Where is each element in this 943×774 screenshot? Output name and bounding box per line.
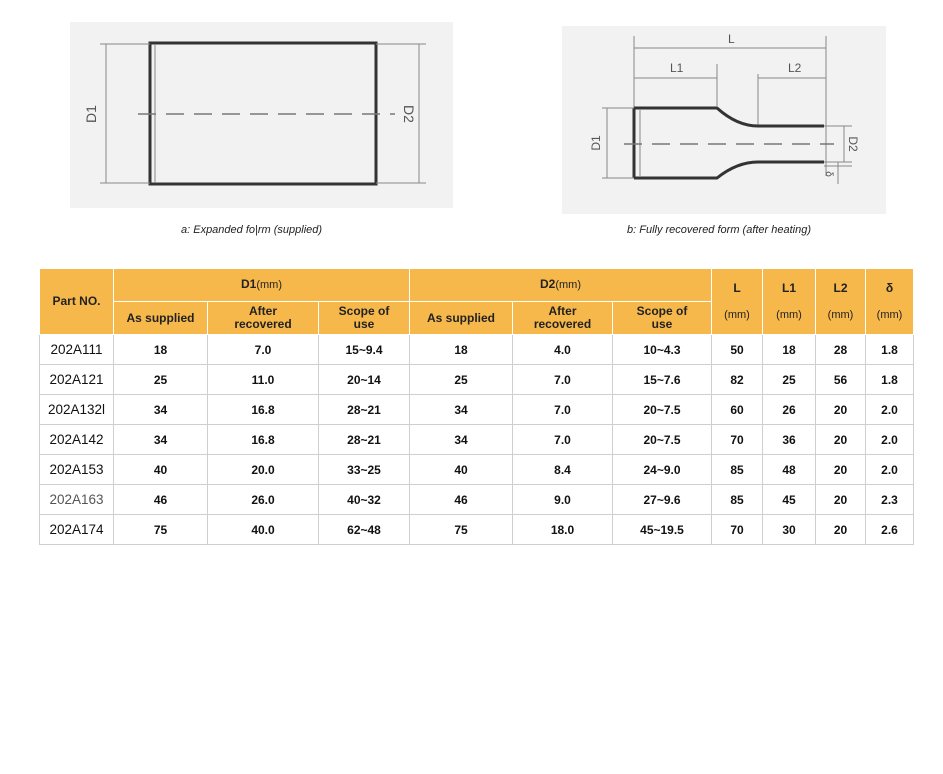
d2-scope: 45~19.5 [613, 515, 712, 545]
d2-supplied: 18 [410, 335, 513, 365]
l1-value: 26 [763, 395, 816, 425]
b-d2-label: D2 [846, 136, 860, 152]
d2-after: 7.0 [513, 395, 613, 425]
header-d1-after-recovered: After recovered [208, 302, 319, 335]
d2-after: 9.0 [513, 485, 613, 515]
part-number: 202A111 [40, 335, 114, 365]
d2-after: 4.0 [513, 335, 613, 365]
d1-scope: 28~21 [319, 395, 410, 425]
l-value: 60 [712, 395, 763, 425]
d2-scope: 20~7.5 [613, 425, 712, 455]
delta-value: 2.0 [866, 455, 914, 485]
d1-scope: 33~25 [319, 455, 410, 485]
table-row [40, 335, 914, 365]
d2-scope: 20~7.5 [613, 395, 712, 425]
part-number: 202A153 [40, 455, 114, 485]
d2-supplied: 75 [410, 515, 513, 545]
d1-supplied: 34 [114, 425, 208, 455]
header-d2-after-recovered: After recovered [513, 302, 613, 335]
l1-value: 45 [763, 485, 816, 515]
d1-supplied: 34 [114, 395, 208, 425]
d1-scope: 40~32 [319, 485, 410, 515]
l1-value: 30 [763, 515, 816, 545]
header-d1-scope: Scope of use [319, 302, 410, 335]
d2-supplied: 40 [410, 455, 513, 485]
recovered-form-caption: b: Fully recovered form (after heating) [627, 224, 812, 236]
d1-supplied: 25 [114, 365, 208, 395]
l2-label: L2 [788, 61, 802, 75]
header-l2: L2 (mm) [816, 269, 866, 335]
d2-scope: 15~7.6 [613, 365, 712, 395]
header-d2-scope: Scope of use [613, 302, 712, 335]
d2-after: 8.4 [513, 455, 613, 485]
d1-after: 11.0 [208, 365, 319, 395]
d2-supplied: 34 [410, 395, 513, 425]
table-row [40, 515, 914, 545]
l2-value: 28 [816, 335, 866, 365]
table-row [40, 455, 914, 485]
d2-after: 7.0 [513, 365, 613, 395]
l1-value: 18 [763, 335, 816, 365]
d1-supplied: 46 [114, 485, 208, 515]
l2-value: 20 [816, 425, 866, 455]
part-number: 202A174 [40, 515, 114, 545]
d1-after: 7.0 [208, 335, 319, 365]
d1-after: 40.0 [208, 515, 319, 545]
header-part-no: Part NO. [40, 269, 114, 335]
recovered-form-drawing [562, 26, 886, 214]
delta-label: δ [823, 171, 834, 177]
l-value: 85 [712, 455, 763, 485]
d1-supplied: 40 [114, 455, 208, 485]
header-d2-as-supplied: As supplied [410, 302, 513, 335]
l-value: 82 [712, 365, 763, 395]
d2-supplied: 46 [410, 485, 513, 515]
l-value: 70 [712, 515, 763, 545]
d2-label: D2 [401, 105, 417, 123]
l-value: 70 [712, 425, 763, 455]
d2-after: 7.0 [513, 425, 613, 455]
l1-value: 36 [763, 425, 816, 455]
l2-value: 20 [816, 515, 866, 545]
d2-scope: 27~9.6 [613, 485, 712, 515]
d2-supplied: 34 [410, 425, 513, 455]
d1-supplied: 75 [114, 515, 208, 545]
expanded-form-caption: a: Expanded fo|rm (supplied) [181, 224, 323, 236]
l2-value: 20 [816, 485, 866, 515]
part-number: 202A142 [40, 425, 114, 455]
d1-scope: 28~21 [319, 425, 410, 455]
table-row [40, 485, 914, 515]
d1-after: 16.8 [208, 395, 319, 425]
part-number: 202A132l [40, 395, 114, 425]
l-value: 50 [712, 335, 763, 365]
d1-scope: 62~48 [319, 515, 410, 545]
d1-scope: 15~9.4 [319, 335, 410, 365]
table-row [40, 365, 914, 395]
d1-after: 16.8 [208, 425, 319, 455]
l1-label: L1 [670, 61, 684, 75]
header-l1: L1 (mm) [763, 269, 816, 335]
expanded-form-drawing [70, 22, 453, 208]
table-row [40, 425, 914, 455]
l1-value: 25 [763, 365, 816, 395]
b-d1-label: D1 [589, 135, 603, 151]
part-number: 202A121 [40, 365, 114, 395]
d2-scope: 24~9.0 [613, 455, 712, 485]
l2-value: 20 [816, 395, 866, 425]
spec-table [39, 268, 914, 545]
delta-value: 1.8 [866, 335, 914, 365]
header-l: L (mm) [712, 269, 763, 335]
d1-scope: 20~14 [319, 365, 410, 395]
l1-value: 48 [763, 455, 816, 485]
delta-value: 2.3 [866, 485, 914, 515]
d1-supplied: 18 [114, 335, 208, 365]
l-value: 85 [712, 485, 763, 515]
table-row [40, 395, 914, 425]
d2-scope: 10~4.3 [613, 335, 712, 365]
l-label: L [728, 32, 735, 46]
d1-label: D1 [83, 105, 99, 123]
header-d2: D2(mm) [410, 269, 712, 302]
d2-supplied: 25 [410, 365, 513, 395]
part-number: 202A163 [40, 485, 114, 515]
l2-value: 20 [816, 455, 866, 485]
delta-value: 2.0 [866, 395, 914, 425]
d2-after: 18.0 [513, 515, 613, 545]
l2-value: 56 [816, 365, 866, 395]
header-delta: δ (mm) [866, 269, 914, 335]
header-d1: D1(mm) [114, 269, 410, 302]
d1-after: 20.0 [208, 455, 319, 485]
d1-after: 26.0 [208, 485, 319, 515]
header-d1-as-supplied: As supplied [114, 302, 208, 335]
delta-value: 2.0 [866, 425, 914, 455]
delta-value: 2.6 [866, 515, 914, 545]
delta-value: 1.8 [866, 365, 914, 395]
